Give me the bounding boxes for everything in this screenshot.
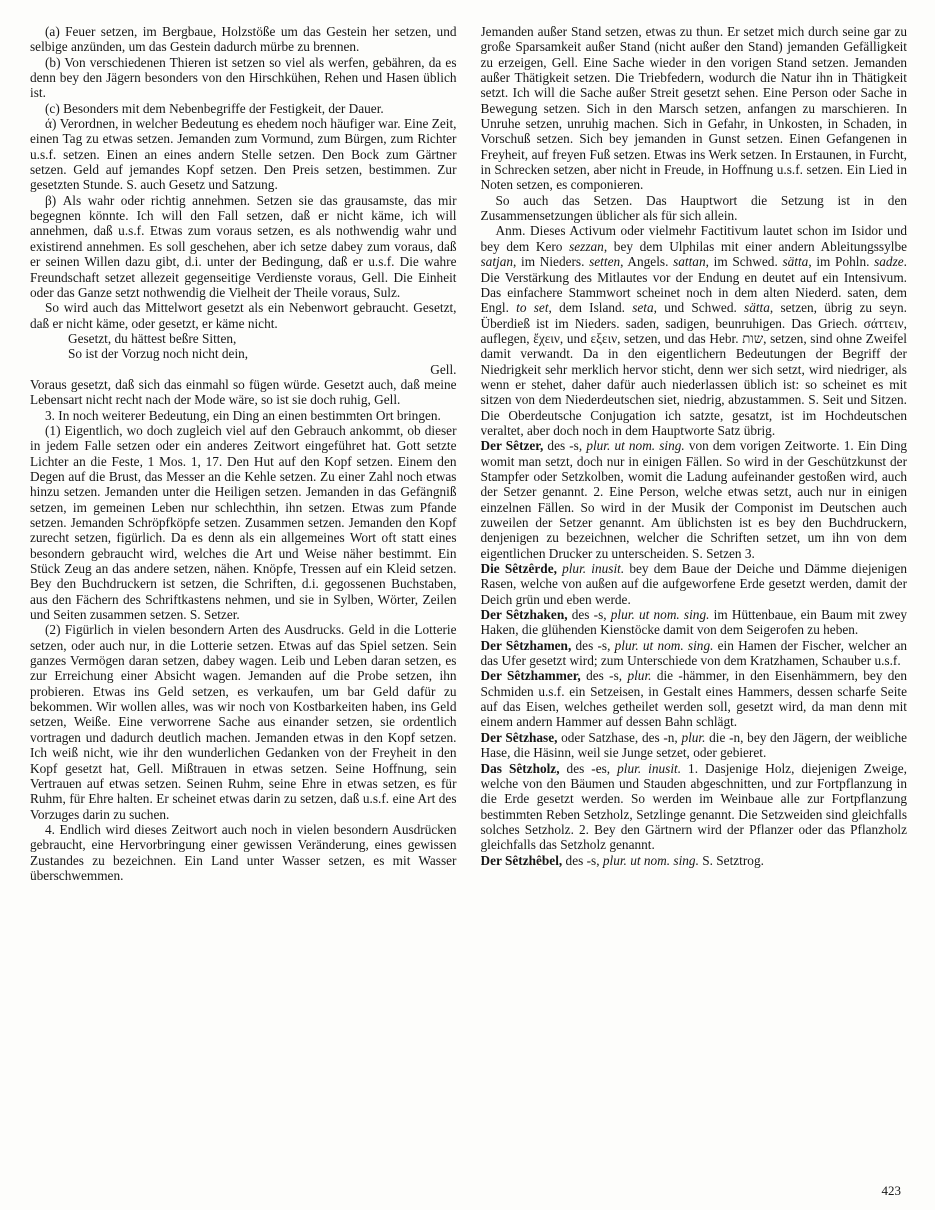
paragraph — [481, 853, 908, 868]
text-segment: . Die Verstärkung des Mitlautes vor der Endung en deutet auf ein Intensivum. Das einfachere Stammwort scheinet noch in dem alten Niederd. saten, dem Engl. — [480, 254, 907, 316]
text-segment: , dem Island. — [548, 300, 633, 316]
column-left — [30, 24, 457, 1194]
paragraph — [481, 638, 908, 669]
text-segment: 3. In noch weiterer Bedeutung, ein Ding an einen bestimmten Ort bringen. — [45, 407, 441, 423]
text-segment: plur. inusit. — [617, 760, 682, 776]
paragraph — [30, 377, 457, 408]
paragraph — [30, 55, 457, 101]
paragraph — [30, 362, 457, 377]
paragraph — [481, 193, 908, 224]
page-number: 423 — [881, 1183, 901, 1198]
text-segment: (b) Von verschiedenen Thieren ist setzen so viel als werfen, gebähren, da es denn bey den Jägern besonders von den Hirschkühen, Rehen und Hasen üblich ist. — [30, 54, 457, 101]
column-right — [481, 24, 908, 1194]
text-segment: , bey dem Ulphilas mit einer andern Ableitungssylbe — [603, 238, 907, 254]
text-segment: to set — [516, 300, 549, 316]
paragraph — [481, 607, 908, 638]
paragraph — [30, 408, 457, 423]
text-segment: plur. — [681, 729, 706, 745]
text-segment: (2) Figürlich in vielen besondern Arten des Ausdrucks. Geld in die Lotterie setzen, oder auch nur, in die Lotterie setzen. Etwas auf das Spiel setzen. Sein ganzes Vermögen daran setzen, dabey wagen. Leib und Leben daran setzen, es zur Erreichung einer Absicht wagen. Jemanden auf die Probe setzen, ihn probieren. Etwas ins Geld setzen, es verkaufen, um bar Geld dafür zu bekommen. Wir wollen alles, was wir noch von Kostbarkeiten haben, ins Geld setzen, Weiße. Eine verworrene Sache aus einander setzen, sie ordentlich vortragen und dadurch deutlich machen. Jemanden etwas in den Kopf setzen. Ich weiß nicht, wie ihr den wunderlichen Gedanken von der Freyheit in den Kopf gesetzt hat, Gell. Mißtrauen in etwas setzen. Seine Hoffnung, sein Vertrauen auf etwas setzen. Seinen Ruhm, seine Ehre in etwas setzen, es für Ruhm, für Ehre halten. Er scheinet etwas darin zu setzen, daß u.s.f. eine Art des Vorzuges darin zu suchen. — [30, 622, 457, 822]
text-segment: plur. ut nom. sing. — [602, 852, 699, 868]
text-segment: sätta — [744, 300, 770, 316]
text-segment: des -s, — [580, 668, 628, 684]
text-segment: So auch das Setzen. Das Hauptwort die Setzung ist in den Zusammensetzungen üblicher als für sich allein. — [480, 192, 907, 224]
text-segment: Gesetzt, du hättest beßre Sitten, — [68, 330, 237, 346]
text-segment: Jemanden außer Stand setzen, etwas zu thun. Er setzet mich durch seine gar zu große Sparsamkeit außer Stand (nicht außer den Stand) jemanden Gefälligkeit zu erzeigen, Gell. Eine Sache wieder in den vorigen Stand setzen. Jemanden außer Thätigkeit setzen. Die Triebfedern, wodurch die Natur ihn in Thätigkeit setzt. Ich will die Sache außer Streit gesetzt sehen. Eine Person oder Sache in Bewegung setzen. Sich in den Marsch setzen, anfangen zu marschieren. In Unruhe setzen, unruhig machen. Sich in Gefahr, in Unkosten, in Schaden, in Vorschuß setzen. Sich bey jemanden in Gunst setzen. Einen Gefangenen in Freyheit, auf freyen Fuß setzen. Etwas ins Werk setzen. In Erstaunen, in Furcht, in Schrecken setzen, aber nicht in Freude, in Hoffnung u.s.f. setzen. Ein Lied in Noten setzen, es componieren. — [480, 24, 907, 193]
text-segment: des -s, — [571, 637, 615, 653]
text-segment: die -hämmer, in den Eisenhämmern, bey den Schmiden u.s.f. ein Setzeisen, in Gestalt eines Hammers, dessen scharfe Seite auf das Eisen, welches getheilet werden soll, gesetzt wird, da man denn mit einem andern Hammer auf dessen Bahn schlägt. — [480, 668, 907, 730]
entry-headword: Der Sêtzhase, — [480, 729, 558, 745]
text-segment: ά) Verordnen, in welcher Bedeutung es ehedem noch häufiger war. Eine Zeit, einen Tag zu etwas setzen. Jemanden zum Vormund, zum Bürgen, zum Richter u.s.f. setzen. Einen an eines andern Stelle setzen. Den Bock zum Gärtner setzen. Geld auf jemandes Kopf setzen. Den Preis setzen, bestimmen. Zur gesetzten Stunde. S. auch Gesetz und Satzung. — [30, 116, 457, 193]
paragraph — [481, 561, 908, 607]
text-segment: die -n, bey den Jägern, der weibliche Hase, die Häsinn, weil sie Junge setzet, oder gebieret. — [480, 729, 907, 761]
text-segment: des -s, — [567, 607, 611, 623]
text-segment: S. Setztrog. — [698, 852, 764, 868]
text-segment: (a) Feuer setzen, im Bergbaue, Holzstöße um das Gestein her setzen, und selbige anzünden, um das Gestein dadurch mürbe zu brennen. — [30, 24, 457, 55]
text-segment: oder Satzhase, des -n, — [557, 729, 682, 745]
paragraph — [481, 438, 908, 561]
text-segment: , Angels. — [620, 254, 674, 270]
paragraph — [30, 101, 457, 116]
text-segment: plur. inusit. — [562, 561, 625, 577]
text-segment: Voraus gesetzt, daß sich das einmahl so fügen würde. Gesetzt auch, daß meine Lebensart nicht recht nach der Mode wäre, so ist sie doch ruhig, Gell. — [30, 376, 457, 408]
text-segment: plur. ut nom. sing. — [586, 438, 685, 454]
paragraph — [30, 24, 457, 55]
paragraph — [481, 761, 908, 853]
text-segment: So wird auch das Mittelwort gesetzt als ein Nebenwort gebraucht. Gesetzt, daß er nicht käme, oder gesetzt, er käme nicht. — [30, 300, 457, 331]
paragraph — [481, 223, 908, 438]
text-segment: des -s, — [543, 438, 587, 454]
text-segment: sätta — [782, 254, 809, 270]
text-segment: des -es, — [559, 760, 618, 776]
paragraph — [30, 622, 457, 821]
entry-headword: Das Sêtzholz, — [480, 760, 560, 776]
text-segment: seta — [632, 300, 654, 316]
paragraph — [481, 24, 908, 193]
text-segment: So ist der Vorzug noch nicht dein, — [68, 346, 249, 362]
text-segment: , im Nieders. — [513, 254, 590, 270]
text-segment: β) Als wahr oder richtig annehmen. Setzen sie das grausamste, das mir begegnen könnte. Ich will den Fall setzen, daß er nicht käme, ich will annehmen, daß u.s.f. Etwas zum voraus setzen, es als nothwendig wahr und existirend annehmen. Es soll geschehen, aber ich setze dabey zum voraus, daß er seinen Willen dazu gibt, d.i. unter der Bedingung, daß er u.s.f. Die wahre Freundschaft setzet allezeit gegenseitige Verdienste voraus, Gell. Die Einheit oder das Ganze setzt nothwendig die Vielheit der Theile voraus, Sulz. — [30, 192, 457, 300]
text-segment: ein Hamen der Fischer, welcher an das Ufer gesetzt wird; zum Unterschiede von dem Kratzhamen, Schauber u.s.f. — [480, 637, 907, 669]
text-segment: im Hüttenbaue, ein Baum mit zwey Haken, die glühenden Kienstöcke damit von dem Seigerofen zu heben. — [480, 607, 907, 638]
paragraph — [68, 346, 457, 361]
text-segment: plur. ut nom. sing. — [610, 607, 710, 623]
text-segment: sezzan — [569, 238, 604, 254]
text-segment: des -s, — [562, 852, 603, 868]
text-segment: plur. ut nom. sing. — [614, 637, 714, 653]
entry-headword: Der Sêtzhaken, — [480, 607, 568, 623]
text-segment: bey dem Baue der Deiche und Dämme diejenigen Rasen, welche von außen auf die aufgeworfene Erde gesetzt werden, damit der Deich grün und eben werde. — [480, 561, 907, 607]
entry-headword: Der Sêtzhamen, — [480, 637, 572, 653]
text-segment: , im Schwed. — [705, 254, 783, 270]
text-segment: sadze — [874, 254, 904, 270]
paragraph — [30, 423, 457, 622]
text-segment: , setzen, übrig zu seyn. Überdieß ist im Nieders. saden, sadigen, beunruhigen. Das Griech. σάττειν, auflegen, ἔχειν, und εξειν, setzen, und das Hebr. שות, setzen, sind ohne Zweifel damit verwandt. Da in den eigentlichern Bedeutungen der Begriff der Niedrigkeit sehr merklich hervor sticht, denn wer sich setzt, wird niedriger, als wenn er stehet, daher dafür auch niederlassen üblich ist: so scheinet es mit sitzen von dem Niederdeutschen siet, niedrig, abzustammen. S. Seit und Sitzen. Die Oberdeutsche Conjugation ich satzte, gesatzt, ist im Hochdeutschen veraltet, aber doch noch in dem Hauptworte Satz übrig. — [480, 300, 907, 438]
paragraph — [481, 668, 908, 729]
paragraph — [30, 822, 457, 883]
text-segment: , und Schwed. — [653, 300, 745, 316]
paragraph — [481, 730, 908, 761]
entry-headword: Der Sêtzhammer, — [480, 668, 581, 684]
text-segment: Gell. — [430, 361, 457, 377]
text-segment: (1) Eigentlich, wo doch zugleich viel auf den Gebrauch ankommt, ob dieser in jedem Falle setzen oder ein anderes Zeitwort eingeführet hat. Gott setzte Lichter an die Feste, 1 Mos. 1, 17. Den Hut auf den Kopf setzen. Einem den Degen auf die Brust, das Messer an die Kehle setzen. Zu einer Zahl noch etwas hinzu setzen. Jemanden unter die Heiligen setzen. Jemanden in das Gefängniß setzen, im gemeinen Leben nur schlechthin, ihn setzen. Etwas zum Pfande setzen. Jemanden Schröpfköpfe setzen. Zusammen setzen. Jemanden den Kopf zurecht setzen, figürlich. Da es denn als ein allgemeines Wort oft statt eines besondern gebraucht wird, welches die Art und Weise näher bestimmt. Ein Stück Zeug an das andere setzen, nähen. Knöpfe, Tressen auf ein Kleid setzen. Bey den Buchdruckern ist setzen, die Schriften, d.i. gegossenen Buchstaben, aus den Fächern des Schriftkastens nehmen, und sie in Sylben, Wörter, Zeilen und Seiten zusammen setzen. S. Setzer. — [30, 422, 457, 623]
entry-headword: Der Sêtzhêbel, — [480, 852, 563, 868]
text-segment: 1. Dasjenige Holz, diejenigen Zweige, welche von den Bäumen und Stauden abgeschnitten, und zur Fortpflanzung in die Erde gesetzt werden. So werden im Weinbaue alle zur Fortpflanzung bestimmten Reben Setzholz, Setzlinge genannt. Die Setzweiden sind gleichfalls solches Setzholz. 2. Bey den Gärtnern wird der Pflanzer oder das Pflanzholz gleichfalls das Setzholz genannt. — [480, 760, 907, 853]
text-segment: 4. Endlich wird dieses Zeitwort auch noch in vielen besondern Ausdrücken gebraucht, eine Hervorbringung einer gewissen Veränderung, eines gewissen Zustandes zu bezeichnen. Ein Land unter Wasser setzen, es mit Wasser überschwemmen. — [30, 821, 457, 883]
text-segment: (c) Besonders mit dem Nebenbegriffe der Festigkeit, der Dauer. — [45, 100, 384, 116]
text-segment: satjan — [480, 254, 514, 270]
paragraph — [30, 300, 457, 331]
entry-headword: Der Sêtzer, — [480, 438, 544, 454]
text-segment: Anm. Dieses Activum oder vielmehr Factitivum lautet schon im Isidor und bey dem Kero — [480, 223, 907, 254]
text-segment: , im Pohln. — [808, 254, 875, 270]
paragraph — [68, 331, 457, 346]
text-segment: von dem vorigen Zeitworte. 1. Ein Ding womit man setzt, doch nur in einigen Fällen. So wird in der Geschützkunst der Stampfer oder Setzkolben, womit die Ladung aufeinander gestoßen wird, auch der Setzer genannt. 2. Eine Person, welche etwas setzt, auch nur in einigen einzelnen Fällen. So wird in der Musik der Componist im Deutschen auch zuweilen der Setzer genannt. Am üblichsten ist es bey den Buchdruckern, denjenigen zu bezeichnen, welcher die Schriften setzet, um ihn von dem eigentlichen Drucker zu unterscheiden. S. Setzen 3. — [480, 438, 907, 561]
paragraph — [30, 193, 457, 300]
text-segment: setten — [589, 254, 621, 270]
entry-headword: Die Sêtzêrde, — [480, 561, 557, 577]
paragraph — [30, 116, 457, 193]
text-segment: sattan — [673, 254, 706, 270]
text-segment: plur. — [627, 668, 652, 684]
